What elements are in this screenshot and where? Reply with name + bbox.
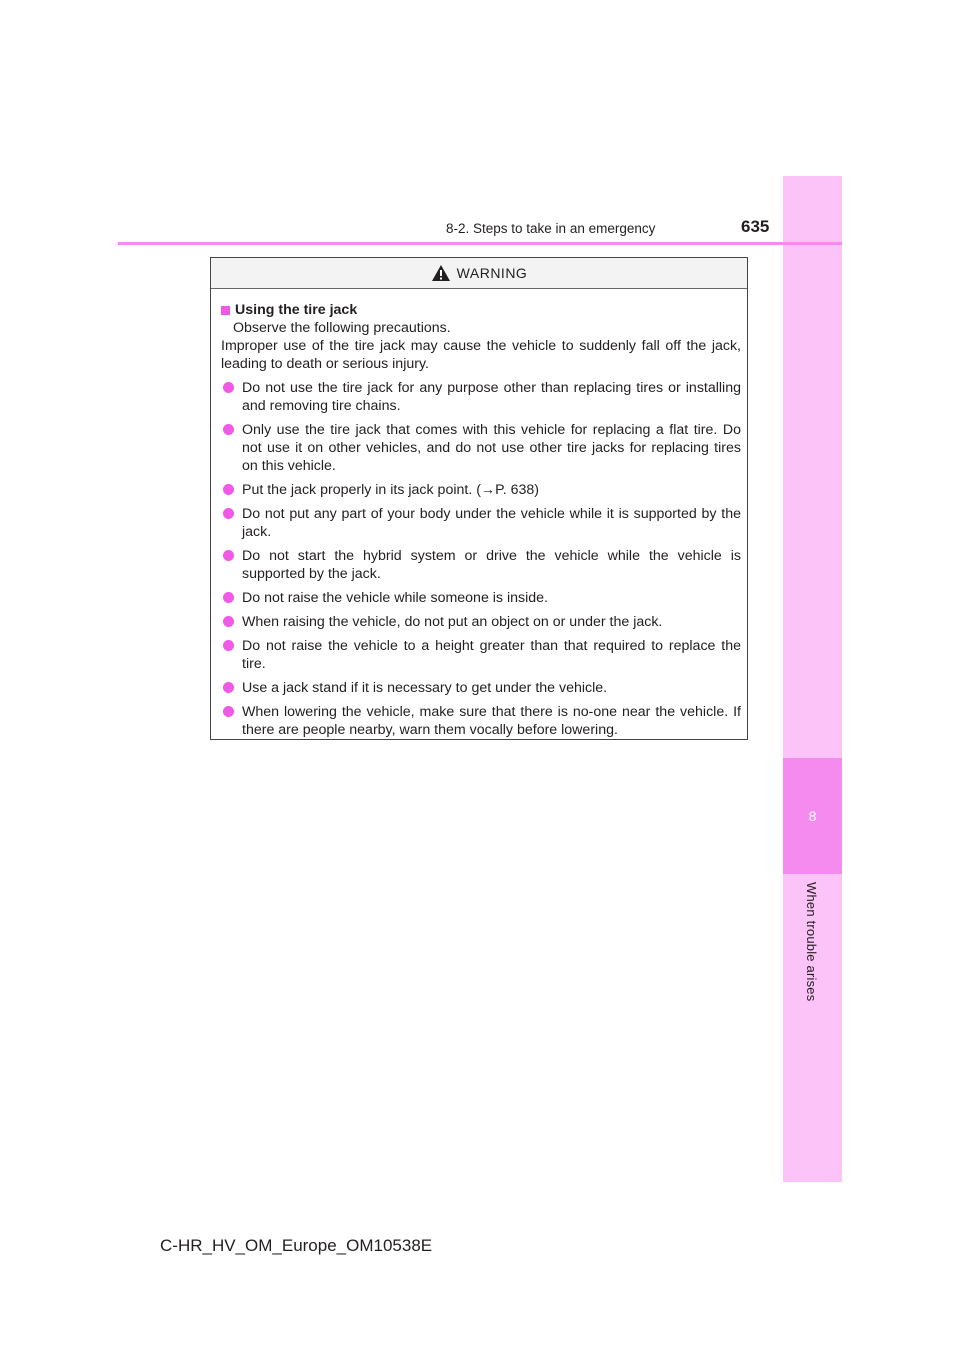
warning-body <box>211 289 747 739</box>
intro-line-2: Improper use of the tire jack may cause the vehicle to suddenly fall off the jack, leading to death or serious injury. <box>221 338 741 372</box>
bullet-dot-icon <box>223 382 234 393</box>
warning-header <box>211 258 747 289</box>
list-item: Do not raise the vehicle to a height greater than that required to replace the tire. <box>221 637 741 673</box>
list-item: When lowering the vehicle, make sure that there is no-one near the vehicle. If there are people nearby, warn them vocally before lowering. <box>221 703 741 739</box>
bullet-dot-icon <box>223 508 234 519</box>
chapter-number-tab[interactable] <box>783 758 842 874</box>
bullet-dot-icon <box>223 706 234 717</box>
warning-box <box>210 257 748 740</box>
list-item: Use a jack stand if it is necessary to get under the vehicle. <box>221 679 741 697</box>
bullet-dot-icon <box>223 592 234 603</box>
chapter-number: 8 <box>808 808 817 824</box>
chapter-label: When trouble arises <box>804 882 819 1002</box>
list-item: Do not use the tire jack for any purpose other than replacing tires or installing and removing tire chains. <box>221 379 741 415</box>
page-number: 635 <box>741 217 770 236</box>
header-rule <box>118 242 842 245</box>
bullet-dot-icon <box>223 484 234 495</box>
bullet-dot-icon <box>223 550 234 561</box>
square-bullet-icon <box>221 306 230 315</box>
intro-line-1: Observe the following precautions. <box>233 320 451 336</box>
list-item: Only use the tire jack that comes with this vehicle for replacing a flat tire. Do not use it on other vehicles, and do not use other tire jacks for replacing tires on this vehicle. <box>221 421 741 475</box>
bullet-dot-icon <box>223 616 234 627</box>
warning-heading-text: Using the tire jack <box>235 302 358 318</box>
warning-title: WARNING <box>456 265 528 281</box>
list-item: Do not raise the vehicle while someone is inside. <box>221 589 741 607</box>
bullet-dot-icon <box>223 682 234 693</box>
list-item: Do not start the hybrid system or drive the vehicle while the vehicle is supported by the jack. <box>221 547 741 583</box>
warning-triangle-icon <box>431 264 451 282</box>
list-item: When raising the vehicle, do not put an object on or under the jack. <box>221 613 741 631</box>
precaution-list <box>221 379 741 739</box>
bullet-dot-icon <box>223 424 234 435</box>
bullet-dot-icon <box>223 640 234 651</box>
doc-code: C-HR_HV_OM_Europe_OM10538E <box>160 1236 433 1255</box>
list-item: Do not put any part of your body under the vehicle while it is supported by the jack. <box>221 505 741 541</box>
warning-heading <box>221 301 741 319</box>
section-title: 8-2. Steps to take in an emergency <box>446 221 656 236</box>
side-tab <box>783 176 842 1182</box>
list-item: Put the jack properly in its jack point. (→P. 638) <box>221 481 741 499</box>
